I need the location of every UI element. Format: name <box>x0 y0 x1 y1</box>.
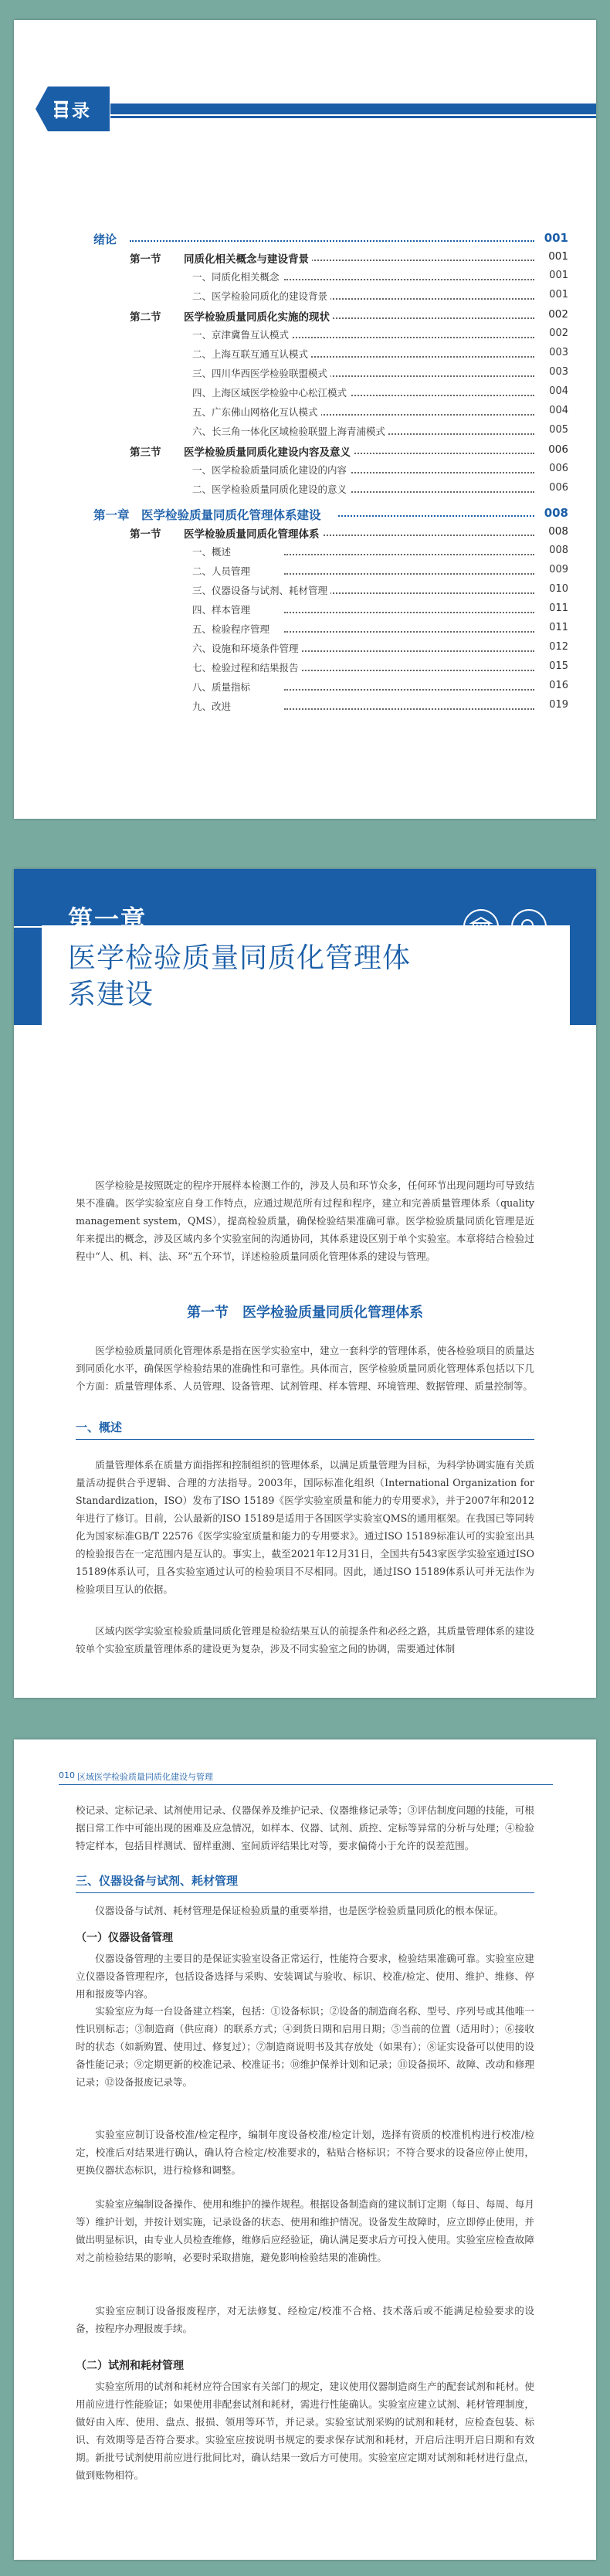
toc-entry-text: 医学检验质量同质化管理体系 <box>184 528 320 541</box>
toc-entry[interactable] <box>14 581 596 600</box>
toc-page <box>14 20 596 819</box>
toc-entry-text: 七、检验过程和结果报告 <box>192 662 299 674</box>
toc-entry-text: 三、四川华西医学检验联盟模式 <box>192 368 328 379</box>
toc-page-number: 004 <box>546 405 568 416</box>
toc-entry-text: 六、设施和环境条件管理 <box>192 643 299 654</box>
overview-paragraph-1: 质量管理体系在质量方面指挥和控制组织的管理体系，以满足质量管理为目标，为科学协调实施有关质量活动提供合乎逻辑、合理的方法指导。2003年，国际标准化组织（International Organization for Standardization，ISO）发布了ISO 15189《医学实验室质量和能力的专用要求》，并于2007年和2012年进行了修订。目前，公认最新的ISO 15189是适用于各国医学实验室QMS的通用框架。在我国已等同转化为国家标准GB/T 22576《医学实验室质量和能力的专用要求》。通过ISO 15189标准认可的实验室出具的检验报告在一定范围内是互认的。事实上，截至2021年12月31日，全国共有543家医学实验室通过ISO 15189体系认可，且各实验室通过认可的检验项目不尽相同。因此，通过ISO 15189体系认可并无法作为检验项目互认的依据。 <box>76 1459 534 1595</box>
subsection-title: 一、概述 <box>76 1420 123 1434</box>
toc-page-number: 011 <box>546 602 568 614</box>
toc-entry-title <box>93 231 120 247</box>
content-page <box>14 1739 596 2560</box>
toc-page-number: 002 <box>545 308 568 321</box>
chapter-intro: 医学检验是按照既定的程序开展样本检测工作的，涉及人员和环节众多，任何环节出现问题均可导致结果不准确。医学实验室应自身工作特点，应通过规范所有过程和程序，建立和完善质量管理体系（quality management system，QMS），提高检验质量，确保检验结果准确可靠。医学检验质量同质化管理是近年来提出的概念，涉及区域内多个实验室间的沟通协同，其体系建设区别于单个实验室。本章将结合检验过程中“人、机、料、法、环”五个环节，详述检验质量同质化管理体系的建设与管理。 <box>76 1179 534 1262</box>
toc-entry[interactable] <box>14 364 596 383</box>
toc-leader <box>284 631 534 633</box>
toc-bar <box>110 104 596 114</box>
toc-entry[interactable] <box>14 562 596 581</box>
toc-entry[interactable] <box>14 600 596 619</box>
toc-entry-text: 二、人员管理 <box>192 565 251 577</box>
toc-entry[interactable] <box>14 344 596 364</box>
toc-entry-title <box>130 443 354 459</box>
toc-entry[interactable] <box>14 287 596 306</box>
page-number: 010 <box>59 1770 75 1780</box>
toc-entry-text: 二、医学检验质量同质化建设的意义 <box>192 484 347 495</box>
toc-entry-title <box>192 366 330 380</box>
toc-page-number: 010 <box>546 583 568 595</box>
toc-entry-title <box>192 564 253 578</box>
toc-entry-title <box>192 641 302 655</box>
toc-entry-text: 四、样本管理 <box>192 604 251 616</box>
toc-entry[interactable] <box>14 697 596 716</box>
subsection-a-paragraph-3: 实验室应制订设备校准/检定程序，编制年度设备校准/检定计划，选择有资质的校准机构进行校准/检定，校准后对结果进行确认，确认符合检定/校准要求的，粘贴合格标识；不符合要求的设备应停止使用，更换仪器状态标识，进行检修和调整。 <box>76 2129 534 2176</box>
toc-entry-title <box>93 506 324 523</box>
section-paragraph: 医学检验质量同质化管理体系是指在医学实验室中，建立一套科学的管理体系，使各检验项目的质量达到同质化水平，确保医学检验结果的准确性和可靠性。具体而言，医学检验质量同质化管理体系包括以下几个方面：质量管理体系、人员管理、设备管理、试剂管理、样本管理、环境管理、数据管理、质量控制等。 <box>76 1345 534 1392</box>
toc-entry[interactable] <box>14 383 596 402</box>
subsection-a-paragraph-1: 仪器设备管理的主要目的是保证实验室设备正常运行，性能符合要求，检验结果准确可靠。实验室应建立仪器设备管理程序，包括设备选择与采购、安装调试与验收、标识、校准/检定、使用、维护、维修、停用和报废等内容。 <box>76 1953 534 2000</box>
toc-entry[interactable] <box>14 422 596 441</box>
toc-entry[interactable] <box>14 306 596 325</box>
toc-entry-text: 二、上海互联互通互认模式 <box>192 348 309 360</box>
toc-entry[interactable] <box>14 441 596 460</box>
subsection-a-paragraph-2: 实验室应为每一台设备建立档案，包括：①设备标识；②设备的制造商名称、型号、序列号或其他唯一性识别标志；③制造商（供应商）的联系方式；④到货日期和启用日期；⑤当前的位置（适用时）；⑥接收时的状态（如新购置、使用过、修复过）；⑦制造商说明书及其存放处（如果有）；⑧证实设备可以使用的设备性能记录；⑨定期更新的校准记录、校准证书；⑩维护保养计划和记录；⑪设备损坏、故障、改动和修理记录；⑫设备报废记录等。 <box>76 2005 534 2088</box>
toc-page-number: 015 <box>546 660 568 672</box>
toc-entry[interactable] <box>14 248 596 267</box>
toc-entry-title <box>192 347 311 361</box>
toc-page-number: 006 <box>545 443 568 456</box>
toc-bar-thin <box>110 116 596 118</box>
toc-leader <box>130 240 534 242</box>
toc-section-number: 第一节 <box>130 528 161 541</box>
toc-leader <box>284 670 534 671</box>
toc-entry-title <box>192 583 330 597</box>
toc-entry-text: 同质化相关概念与建设背景 <box>184 253 309 266</box>
toc-entry[interactable] <box>14 639 596 658</box>
toc-leader <box>284 573 534 575</box>
chapter-number: 第一章 <box>68 904 147 934</box>
toc-entry[interactable] <box>14 504 596 523</box>
header-rule <box>59 1784 553 1785</box>
toc-list <box>14 229 596 716</box>
chapter-page <box>14 869 596 1698</box>
toc-heading: 目录 <box>53 101 91 121</box>
toc-entry-title <box>192 602 253 616</box>
toc-entry-title <box>192 405 321 419</box>
toc-page-number: 004 <box>546 385 568 397</box>
section-3-rule <box>76 1892 534 1893</box>
toc-page-number: 005 <box>546 424 568 436</box>
toc-page-number: 009 <box>546 564 568 575</box>
toc-page-number: 011 <box>546 622 568 633</box>
toc-entry-title <box>130 308 333 324</box>
toc-section-number: 第三节 <box>130 446 161 459</box>
toc-entry[interactable] <box>14 619 596 639</box>
toc-page-number: 016 <box>546 680 568 691</box>
toc-header <box>14 87 596 131</box>
section-title: 第一节 医学检验质量同质化管理体系 <box>187 1305 423 1321</box>
toc-entry[interactable] <box>14 523 596 542</box>
toc-entry[interactable] <box>14 542 596 562</box>
toc-entry-text: 一、概述 <box>192 546 232 558</box>
toc-entry-title <box>192 424 388 438</box>
toc-entry-text: 绪论 <box>93 232 117 246</box>
toc-entry-title <box>192 545 234 558</box>
toc-entry-title <box>192 270 283 283</box>
toc-page-number: 002 <box>546 328 568 339</box>
toc-entry[interactable] <box>14 460 596 480</box>
toc-page-number: 001 <box>545 250 568 263</box>
toc-entry-text: 九、改进 <box>192 701 232 712</box>
toc-leader <box>284 414 534 416</box>
toc-page-number: 001 <box>546 289 568 300</box>
toc-entry-text: 一、同质化相关概念 <box>192 271 280 283</box>
toc-entry-title <box>192 463 350 477</box>
subsection-rule <box>76 1439 534 1440</box>
toc-entry[interactable] <box>14 402 596 422</box>
toc-section-number: 第二节 <box>130 311 161 324</box>
toc-entry-title <box>192 622 273 636</box>
toc-leader <box>284 356 534 358</box>
toc-leader <box>284 279 534 280</box>
paragraph-continued: 校记录、定标记录、试剂使用记录、仪器保养及维护记录、仪器维修记录等；③评估制度问题的技能，可根据日常工作中可能出现的困难及应急情况，如样本、仪器、试剂、质控、定标等异常的分析与处理；④检验特定样本，包括目样测试、留样重测、室间质评结果比对等，要求偏倚小于允许的误差范围。 <box>76 1804 534 1851</box>
toc-page-number: 008 <box>545 525 568 538</box>
subsection-a-paragraph-5: 实验室应制订设备报废程序，对无法修复、经检定/校准不合格、技术落后或不能满足检验要求的设备，按程序办理报废手续。 <box>76 2305 534 2334</box>
toc-entry-text: 第一章 医学检验质量同质化管理体系建设 <box>93 508 321 522</box>
toc-entry-text: 四、上海区域医学检验中心松江模式 <box>192 387 347 399</box>
toc-entry-title <box>192 482 350 496</box>
toc-entry-text: 八、质量指标 <box>192 681 251 693</box>
subsection-b-title: （二）试剂和耗材管理 <box>76 2360 184 2372</box>
toc-entry-text: 一、京津冀鲁互认模式 <box>192 329 290 341</box>
toc-entry-text: 五、广东佛山网格化互认模式 <box>192 406 318 418</box>
toc-page-number: 012 <box>546 641 568 653</box>
toc-entry-text: 一、医学检验质量同质化建设的内容 <box>192 464 347 476</box>
overview-paragraph-2: 区域内医学实验室检验质量同质化管理是检验结果互认的前提条件和必经之路，其质量管理体系的建设较单个实验室质量管理体系的建设更为复杂，涉及不同实验室之间的协调，需要通过体制 <box>76 1625 534 1655</box>
toc-entry-text: 三、仪器设备与试剂、耗材管理 <box>192 585 328 596</box>
toc-section-number: 第一节 <box>130 253 161 266</box>
toc-entry-title <box>192 699 234 713</box>
toc-entry[interactable] <box>14 658 596 677</box>
toc-entry-title <box>192 289 330 303</box>
toc-entry-title <box>192 328 292 341</box>
toc-entry[interactable] <box>14 480 596 499</box>
toc-entry-title <box>130 250 312 266</box>
toc-entry-title <box>192 660 302 674</box>
microscope-icon <box>511 909 547 945</box>
toc-entry[interactable] <box>14 229 596 248</box>
toc-leader <box>284 689 534 691</box>
toc-leader <box>284 612 534 613</box>
toc-page-number: 008 <box>546 545 568 556</box>
subsection-a-paragraph-4: 实验室应编制设备操作、使用和维护的操作规程。根据设备制造商的建议制订定期（每日、每周、每月等）维护计划，并按计划实施，记录设备的状态、使用和维护情况。设备发生故障时，应立即停止使用，并做出明显标识，由专业人员检查维修，维修后应经验证，确认满足要求后方可投入使用。实验室应检查故障对之前检验结果的影响，必要时采取措施，避免影响检验结果的准确性。 <box>76 2198 534 2263</box>
toc-entry-title <box>130 525 323 541</box>
toc-page-number: 019 <box>546 699 568 711</box>
toc-page-number: 008 <box>541 506 568 520</box>
toc-page-number: 003 <box>546 366 568 378</box>
toc-page-number: 001 <box>541 231 568 245</box>
subsection-b-paragraph-1: 实验室所用的试剂和耗材应符合国家有关部门的规定，建议使用仪器制造商生产的配套试剂和耗材。使用前应进行性能验证；如果使用非配套试剂和耗材，需进行性能确认。实验室应建立试剂、耗材管理制度，做好由入库、使用、盘点、报损、领用等环节，并记录。实验室试剂采购的试剂和耗材，应检查包装、标识、有效期等是否符合要求。实验室应按说明书规定的要求保存试剂和耗材，开启后注明开启日期和有效期。新批号试剂使用前应进行批间比对，确认结果一致后方可使用。实验室应定期对试剂和耗材进行盘点，做到账物相符。 <box>76 2381 534 2481</box>
toc-leader <box>284 337 534 338</box>
toc-entry-text: 医学检验质量同质化实施的现状 <box>184 311 330 324</box>
toc-entry[interactable] <box>14 677 596 697</box>
toc-entry-text: 二、医学检验同质化的建设背景 <box>192 290 328 302</box>
toc-leader <box>284 554 534 555</box>
section-3-paragraph: 仪器设备与试剂、耗材管理是保证检验质量的重要举措，也是医学检验质量同质化的根本保证。 <box>95 1905 504 1916</box>
section-3-title: 三、仪器设备与试剂、耗材管理 <box>76 1874 239 1888</box>
toc-entry-title <box>192 680 253 694</box>
running-title: 区域医学检验质量同质化建设与管理 <box>77 1772 213 1782</box>
toc-entry-text: 六、长三角一体化区域检验联盟上海青浦模式 <box>192 426 386 437</box>
toc-page-number: 006 <box>546 463 568 474</box>
toc-entry-text: 医学检验质量同质化建设内容及意义 <box>184 446 351 459</box>
toc-entry[interactable] <box>14 267 596 287</box>
toc-page-number: 001 <box>546 270 568 281</box>
subsection-a-title: （一）仪器设备管理 <box>76 1932 173 1944</box>
toc-leader <box>338 515 534 517</box>
hospital-icon <box>463 909 499 945</box>
toc-entry[interactable] <box>14 325 596 344</box>
toc-leader <box>284 708 534 710</box>
chapter-title: 医学检验质量同质化管理体系建设 <box>68 942 412 1010</box>
toc-leader <box>284 650 534 652</box>
toc-entry-title <box>192 385 350 399</box>
toc-page-number: 003 <box>546 347 568 358</box>
toc-entry-text: 五、检验程序管理 <box>192 623 270 635</box>
toc-page-number: 006 <box>546 482 568 494</box>
